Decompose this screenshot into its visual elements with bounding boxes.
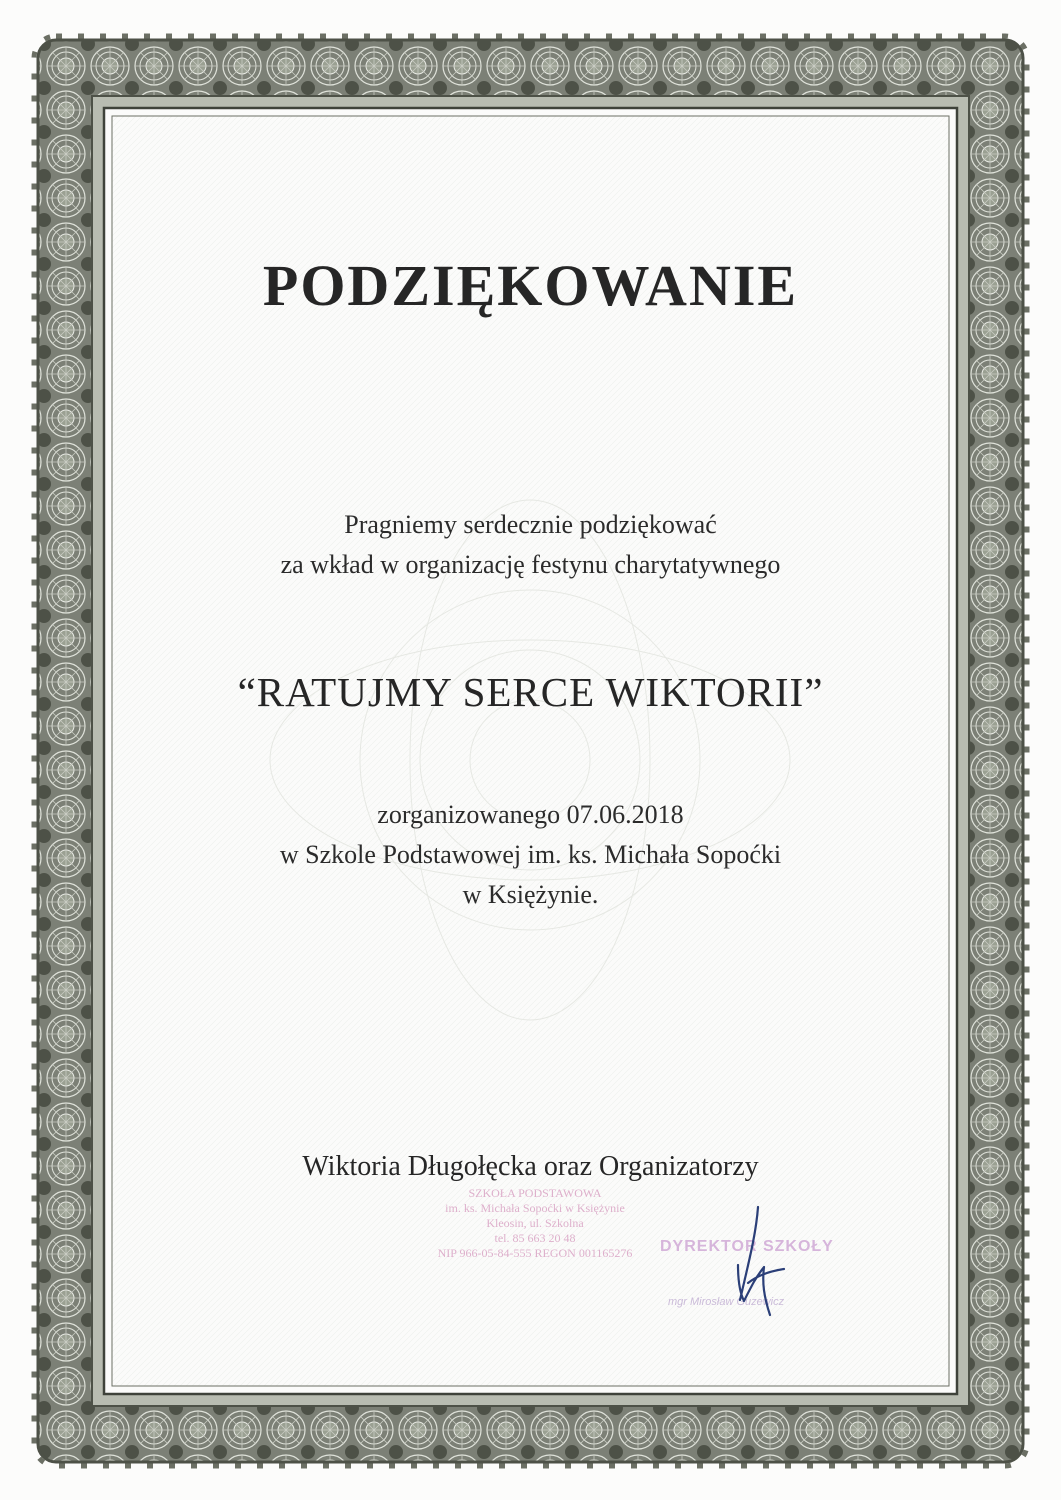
event-details-line: w Szkole Podstawowej im. ks. Michała Sopoćki xyxy=(279,840,782,869)
stamp-line: im. ks. Michała Sopoćki w Księżynie xyxy=(445,1201,625,1215)
stamp-line: SZKOŁA PODSTAWOWA xyxy=(468,1186,602,1200)
school-stamp xyxy=(385,1186,685,1261)
stamp-line: tel. 85 663 20 48 xyxy=(494,1231,576,1245)
handwritten-signature xyxy=(718,1205,798,1325)
stamp-line: Kleosin, ul. Szkolna xyxy=(486,1216,584,1230)
director-name: mgr Mirosław Guzewicz xyxy=(668,1296,785,1308)
certificate-title: PODZIĘKOWANIE xyxy=(262,253,799,318)
director-stamp: DYREKTOR SZKOŁY xyxy=(660,1238,834,1255)
intro-line: Pragniemy serdecznie podziękować xyxy=(344,510,717,539)
signatories: Wiktoria Długołęcka oraz Organizatorzy xyxy=(302,1151,759,1182)
event-details-line: w Księżynie. xyxy=(462,880,599,909)
event-details-line: zorganizowanego 07.06.2018 xyxy=(377,800,684,829)
event-name: “RATUJMY SERCE WIKTORII” xyxy=(237,669,824,715)
intro-line: za wkład w organizację festynu charytatywnego xyxy=(280,550,781,579)
stamp-line: NIP 966-05-84-555 REGON 001165276 xyxy=(437,1246,633,1260)
